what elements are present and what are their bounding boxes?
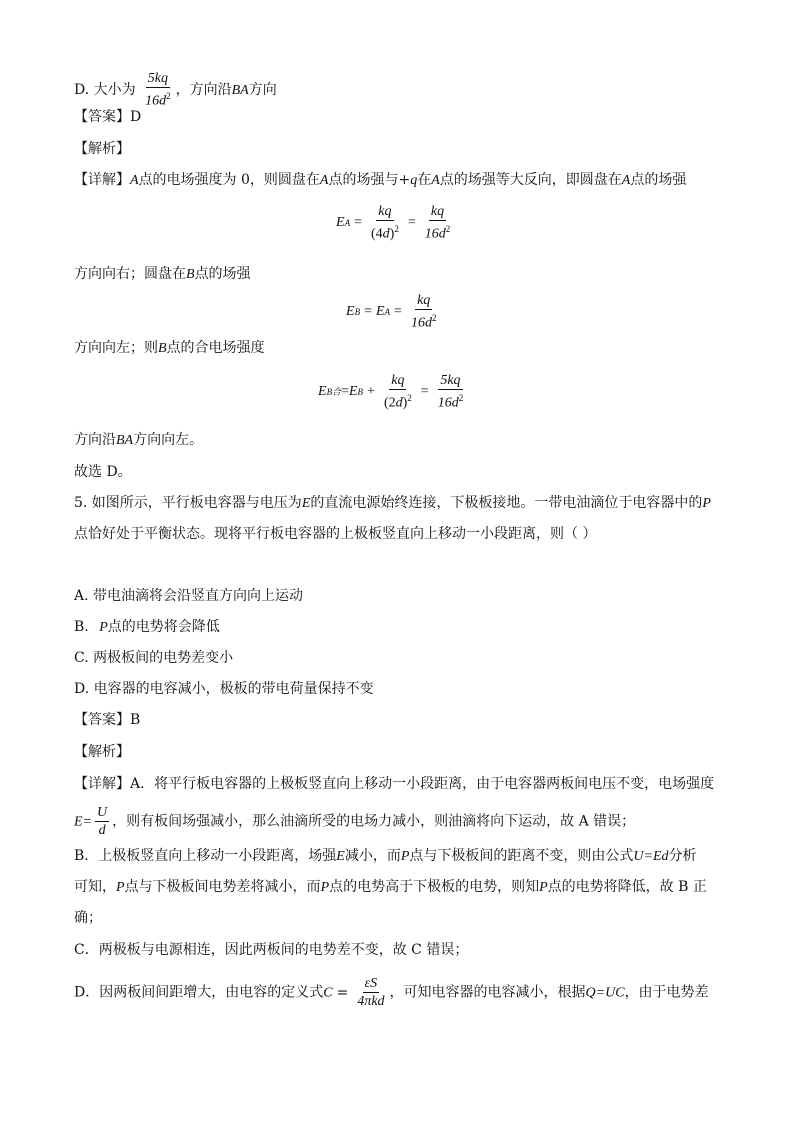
formula: Q=UC [585,985,625,1001]
var: BA [116,433,134,448]
text: 方向向左；则 [74,340,158,356]
formula: U=Ed [633,849,669,864]
fraction-numerator: 5kq [440,373,461,388]
equation-2 [346,292,441,332]
var: E= [74,814,92,830]
var: P [320,880,330,895]
option-label: D. [74,81,90,98]
var: B [158,341,167,356]
var: A [621,173,631,188]
option-c [74,648,233,668]
eq-symbol: E [375,303,385,319]
text: 【详解】A．将平行板电容器的上极板竖直向上移动一小段距离，由于电容器两板间电压不变，电场强度 [74,776,715,792]
eq-symbol: E [318,383,327,399]
eq-subscript: B [357,386,364,397]
option-d [74,679,374,699]
eq-symbol: E [346,303,355,319]
fraction-numerator: kq [417,293,431,308]
equation-3 [318,372,468,412]
detail2-line-5 [74,908,102,928]
text: 的直流电源始终连接，下极板接地。一带电油滴位于电容器中的 [310,495,703,511]
fraction [355,975,386,1010]
text: 点的合电场强度 [166,340,265,356]
var: P [116,880,125,895]
equals-sign: = [354,214,362,230]
text: 点的场强与+ [328,172,411,188]
den-part: 16d [437,395,459,411]
den-part: ) [389,226,395,242]
fraction-denominator [409,310,439,332]
fraction-denominator [382,390,414,412]
fraction [423,203,453,243]
fraction [382,372,414,412]
option-b [74,617,220,638]
direction-left-line [74,338,265,359]
direction-final-line [74,430,203,451]
den-part: 16d [410,315,432,331]
equals-sign: = [407,214,416,230]
text: 点的场强 [194,266,251,282]
eq-subscript: B [354,306,361,317]
den-part: 16d [424,226,446,242]
answer-line-2 [74,710,140,730]
den-text: 16d [145,93,167,109]
option-a [74,586,303,606]
text: 方向向右；圆盘在 [74,266,186,282]
fraction [369,203,401,243]
detail2-line-3 [74,846,697,867]
option-text: C. 两极板间的电势差变小 [74,650,234,666]
equals-sign: = [420,383,429,399]
answer-tag: 【答案】 [74,712,130,728]
text: ，由于电势差 [624,984,709,1001]
option-text: A. 带电油滴将会沿竖直方向向上运动 [74,588,304,604]
analysis-heading-2 [74,742,130,762]
text: B．上极板竖直向上移动一小段距离，场强 [74,848,337,864]
answer-value: D [130,109,142,125]
direction-label: BA [231,82,249,98]
text: 可知， [74,879,116,895]
fraction [409,292,439,332]
plus-sign: + [367,383,375,399]
text: 点的电势高于下极板的电势，则知 [329,879,540,895]
option-text: 方向 [248,81,277,98]
option-d-prev [74,70,277,110]
fraction-numerator: U [97,805,108,820]
equals-sign: = [364,303,372,319]
text: 确； [74,910,102,926]
fraction [95,804,109,839]
var: C [323,985,333,1001]
text: 方向向左。 [133,432,204,448]
exponent: 2 [458,393,464,403]
text: 在 [417,172,432,188]
option-label: B. [74,619,89,635]
var: P [702,496,711,511]
eq-symbol: E [348,383,358,399]
text: D．因两板间间距增大，由电容的定义式 [74,984,324,1001]
var: P [539,880,548,895]
var: P [400,849,410,864]
den-part: d [395,395,403,411]
exponent: 2 [394,224,399,234]
eq-symbol: E [336,214,345,230]
den-part: d [382,226,390,242]
text: 点恰好处于平衡状态。现将平行板电容器的上极板竖直向上移动一小段距离，则（ ） [74,526,597,542]
text: 方向沿 [74,432,116,448]
detail2-line-1 [74,774,714,794]
var: A [431,173,440,188]
equals-sign: = [341,383,349,399]
var: A [130,173,139,188]
eq-subscript: A [384,306,391,317]
fraction-numerator: kq [378,204,392,219]
detail-line-1 [74,170,686,191]
text: 点与下极板间的距离不变，则由公式 [409,848,634,864]
den-part: ) [402,395,408,411]
answer-line-1 [74,107,141,127]
text: 点的场强等大反向，即圆盘在 [439,172,622,188]
detail2-line-7 [74,975,709,1010]
text: 点与下极板间电势差将减小，而 [124,879,321,895]
text: 点的电势将降低，故 B 正 [547,879,707,895]
eq-subscript: B合 [326,387,342,398]
fraction [143,70,173,110]
den-part: (2 [383,395,396,411]
option-text: 大小为 [93,81,136,98]
answer-tag: 【答案】 [74,109,130,125]
choose-line [74,462,132,482]
exponent: 2 [431,313,437,323]
direction-right-line [74,264,251,285]
text: 点的场强 [630,172,687,188]
question-5-line-1 [74,493,711,514]
fraction-numerator: 5kq [147,71,168,86]
text: C．两极板与电源相连，因此两板间的电势差不变，故 C 错误； [74,942,469,958]
text: 故选 D。 [74,464,132,480]
detail2-line-2 [74,804,635,839]
fraction-numerator: kq [430,204,445,219]
fraction [436,372,466,412]
answer-value: B [130,712,141,728]
equals-sign: = [394,303,402,319]
fraction-denominator: d [98,823,106,838]
analysis-heading-1 [74,139,130,159]
exponent: 2 [407,393,412,403]
analysis-tag: 【解析】 [74,141,130,157]
var: q [410,173,418,188]
var: B [186,267,195,282]
option-text: D. 电容器的电容减小，极板的带电荷量保持不变 [74,681,374,697]
option-text: 点的电势将会降低 [107,619,220,635]
text: 分析 [668,848,697,864]
option-text: ，方向沿 [175,81,232,98]
detail2-line-4 [74,877,707,898]
den-part: (4 [370,226,383,242]
eq-subscript: A [344,217,351,228]
equals-sign: = [336,984,349,1001]
var: P [99,620,108,635]
text: 减小，而 [344,848,401,864]
equation-1 [336,203,455,243]
var: E [301,496,311,511]
fraction-denominator [423,221,453,243]
exponent: 2 [166,91,171,101]
exponent: 2 [445,224,451,234]
fraction-numerator: kq [391,373,405,388]
question-5-line-2 [74,524,596,544]
detail-tag: 【详解】 [74,172,130,188]
analysis-tag: 【解析】 [74,744,130,760]
fraction-denominator [143,88,173,110]
detail2-line-6 [74,940,468,960]
var: E [336,849,345,864]
fraction-numerator: εS [364,976,378,991]
text: 点的电场强度为 0，则圆盘在 [138,172,320,188]
fraction-denominator: 4πkd [357,994,385,1009]
fraction-denominator [369,221,401,243]
text: 5. 如图所示，平行板电容器与电压为 [74,495,302,511]
text: ，可知电容器的电容减小，根据 [389,984,586,1001]
var: A [319,173,329,188]
text: ，则有板间场强减小，那么油滴所受的电场力减小，则油滴将向下运动，故 A 错误； [112,813,636,830]
fraction-denominator [436,390,466,412]
